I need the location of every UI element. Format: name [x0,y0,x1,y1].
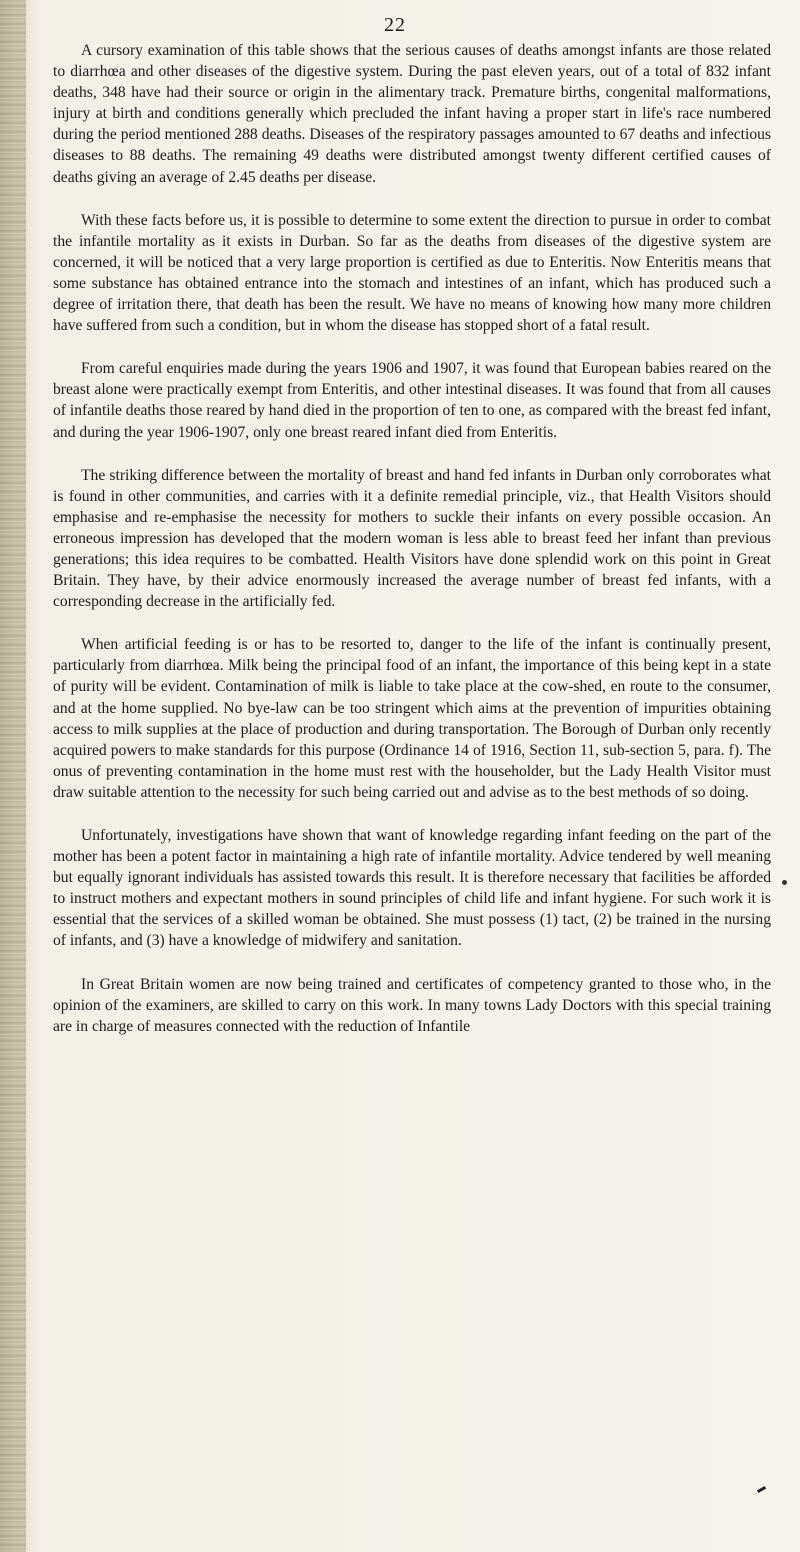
paragraph-artificial-feeding: When artificial feeding is or has to be resorted to, danger to the life of the infant is continually present, particularly from diarrhœa. Milk being the principal food of an infant, the importance of this being kept in a state of purity will be evident. Contamination of milk is liable to take place at the cow-shed, en route to the consumer, and at the home supplied. No bye-law can be too stringent which aims at the prevention of impurities obtaining access to milk supplies at the place of production and during transportation. The Borough of Durban only recently acquired powers to make standards for this purpose (Ordinance 14 of 1916, Section 11, sub-section 5, para. f). The onus of preventing contamination in the home must rest with the householder, but the Lady Health Visitor must draw suitable attention to the necessity for such being carried out and advise as to the best methods of so doing. [53,636,771,801]
corner-tick-mark [757,1486,766,1493]
body-text [53,40,771,1059]
page-number: 22 [384,14,406,36]
paragraph-training-in-britain: In Great Britain women are now being trained and certificates of competency granted to those who, in the opinion of the examiners, are skilled to carry on this work. In many towns Lady Doctors with this special training are in charge of measures connected with the reduction of Infantile [53,975,771,1035]
page-binding-edge [0,0,26,1552]
margin-dot [782,880,787,885]
paragraph-causes-of-death: A cursory examination of this table shows that the serious causes of deaths amongst infants are those related to diarrhœa and other diseases of the digestive system. During the past eleven years, out of a total of 832 infant deaths, 348 have had their source or origin in the alimentary track. Premature births, congenital malformations, injury at birth and conditions generally which precluded the infant having a proper start in life's race numbered during the period mentioned 288 deaths. Diseases of the respiratory passages amounted to 67 deaths and infectious diseases to 88 deaths. The remaining 49 deaths were distributed amongst twenty different certified causes of deaths giving an average of 2.45 deaths per disease. [53,42,771,186]
paragraph-enteritis: With these facts before us, it is possible to determine to some extent the direction to pursue in order to combat the infantile mortality as it exists in Durban. So far as the deaths from diseases of the digestive system are concerned, it will be noticed that a very large proportion is certified as due to Enteritis. Now Enteritis means that some substance has obtained entrance into the stomach and intestines of an infant, which has produced such a degree of irritation there, that death has been the result. We have no means of knowing how many more children have suffered from such a condition, but in whom the disease has stopped short of a fatal result. [53,211,771,335]
paragraph-health-visitors: The striking difference between the mortality of breast and hand fed infants in Durban only corroborates what is found in other communities, and carries with it a definite remedial principle, viz., that Health Visitors should emphasise and re-emphasise the necessity for mothers to suckle their infants on every possible occasion. An erroneous impression has developed that the modern woman is less able to breast feed her infant than previous generations; this idea requires to be combatted. Health Visitors have done splendid work on this point in Great Britain. They have, by their advice enormously increased the average number of breast fed infants, with a corresponding decrease in the artificially fed. [53,466,771,611]
paragraph-breast-fed-enquiries: From careful enquiries made during the years 1906 and 1907, it was found that European babies reared on the breast alone were practically exempt from Enteritis, and other intestinal diseases. It was found that from all causes of infantile deaths those reared by hand died in the proportion of ten to one, as compared with the breast fed infant, and during the year 1906-1907, only one breast reared infant died from Enteritis. [53,360,771,441]
paragraph-knowledge-of-feeding: Unfortunately, investigations have shown that want of knowledge regarding infant feeding on the part of the mother has been a potent factor in maintaining a high rate of infantile mortality. Advice tendered by well meaning but equally ignorant individuals has assisted towards this result. It is therefore necessary that facilities be afforded to instruct mothers and expectant mothers in sound principles of child life and infant hygiene. For such work it is essential that the services of a skilled woman be obtained. She must possess (1) tact, (2) be trained in the nursing of infants, and (3) have a knowledge of midwifery and sanitation. [53,827,771,950]
